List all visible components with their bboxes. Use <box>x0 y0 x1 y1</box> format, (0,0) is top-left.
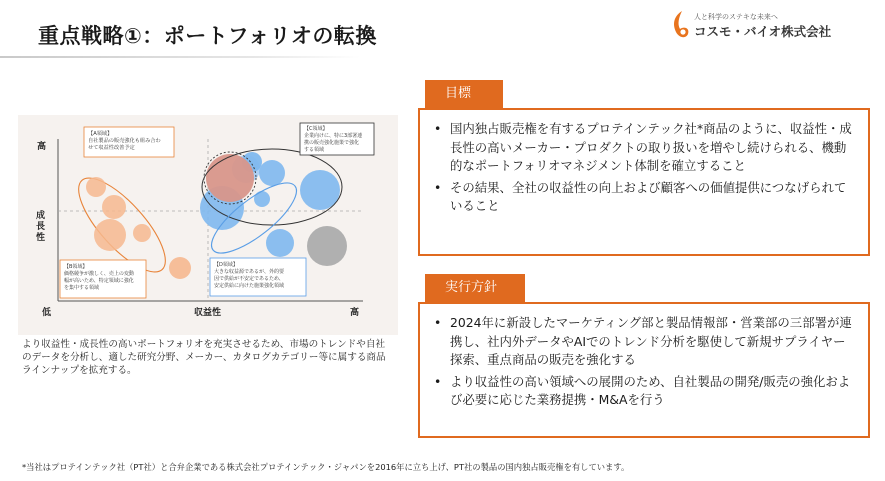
region-c-line: 携の販売強化施策で強化 <box>304 140 360 146</box>
region-d-line: 因で供給が不安定であるため、 <box>214 276 284 282</box>
region-c-line: 企業向けに、特に3部署連 <box>304 133 363 139</box>
policy-box <box>418 302 870 438</box>
goal-box <box>418 108 870 256</box>
logo-tagline: 人と科学のステキな未来へ <box>694 13 778 21</box>
bubble-orange <box>102 195 126 219</box>
chart-description: より収益性・成長性の高いポートフォリオを充実させるため、市場のトレンドや自社のデータを分析し、適した研究分野、メーカー、カタログカテゴリー等に属する商品ラインナップを拡充する。 <box>22 339 386 376</box>
goal-label: 目標 <box>425 80 503 108</box>
bubble-blue <box>266 229 294 257</box>
goal-item: • 国内独占販売権を有するプロテインテック社*商品のように、収益性・成長性の高いメーカー・プロダクトの取り扱いを増やし続けられる、機動的なポートフォリオマネジメント体制を確立すること <box>432 120 854 176</box>
bubble-blue <box>254 191 270 207</box>
bubble-blue <box>300 170 340 210</box>
region-a-line: 自社製品の販売強化も組み合わ <box>88 138 161 144</box>
logo-company-name: コスモ・バイオ株式会社 <box>694 24 832 39</box>
portfolio-chart-panel <box>18 115 398 335</box>
y-axis-low-label: 低 <box>42 308 52 318</box>
region-d-line: 安定供給に向けた施策強化領域 <box>214 283 285 289</box>
footnote: *当社はプロテインテック社（PT社）と合弁企業である株式会社プロテインテック・ジャパンを2016年に立ち上げ、PT社の製品の国内独占販売権を有しています。 <box>22 462 630 472</box>
region-d-line: 【D領域】 <box>214 262 238 268</box>
logo-mark-icon <box>670 10 690 40</box>
policy-item: • 2024年に新設したマーケティング部と製品情報部・営業部の三部署が連携し、社内外データやAIでのトレンド分析を駆使して新規サプライヤー探索、重点商品の販売を強化する <box>432 314 854 370</box>
page-title: 重点戦略①：ポートフォリオの転換 <box>38 24 377 48</box>
region-c-line: する領域 <box>304 147 325 153</box>
policy-list <box>420 304 868 410</box>
portfolio-matrix-chart <box>18 115 398 335</box>
policy-item: • より収益性の高い領域への展開のため、自社製品の開発/販売の強化および必要に応じた業務提携・M&Aを行う <box>432 373 854 410</box>
goal-item: • その結果、全社の収益性の向上および顧客への価値提供につなげられていること <box>432 179 854 216</box>
bubble-orange <box>94 219 126 251</box>
region-d-line: 大きな収益源であるが、外的要 <box>214 269 285 275</box>
region-b-line: 幅が高いため、特定領域に強化 <box>64 278 134 284</box>
bubble-orange <box>169 257 191 279</box>
region-b-line: を集中する領域 <box>64 285 100 291</box>
bubble-orange <box>133 224 151 242</box>
policy-label: 実行方針 <box>425 274 525 302</box>
y-axis-title-2: 長 <box>36 222 46 232</box>
y-axis-title-1: 成 <box>36 211 46 221</box>
region-b-line: 価格競争が激しく、売上の変動 <box>64 271 134 277</box>
region-a-line: せて収益性改善予定 <box>88 145 135 151</box>
y-axis-high-label: 高 <box>37 142 47 152</box>
region-a-line: 【A領域】 <box>88 131 113 137</box>
goal-list <box>420 110 868 216</box>
bubble-orange <box>86 177 106 197</box>
region-b-line: 【B領域】 <box>64 264 88 270</box>
bubble-red <box>206 154 254 202</box>
title-divider <box>0 56 360 58</box>
bubble-blue <box>259 160 285 186</box>
y-axis-title-3: 性 <box>36 233 46 243</box>
x-axis-high-label: 高 <box>350 308 360 318</box>
region-c-line: 【C領域】 <box>304 126 328 132</box>
x-axis-title: 収益性 <box>194 308 222 318</box>
company-logo <box>670 10 870 42</box>
bubble-gray <box>307 226 347 266</box>
